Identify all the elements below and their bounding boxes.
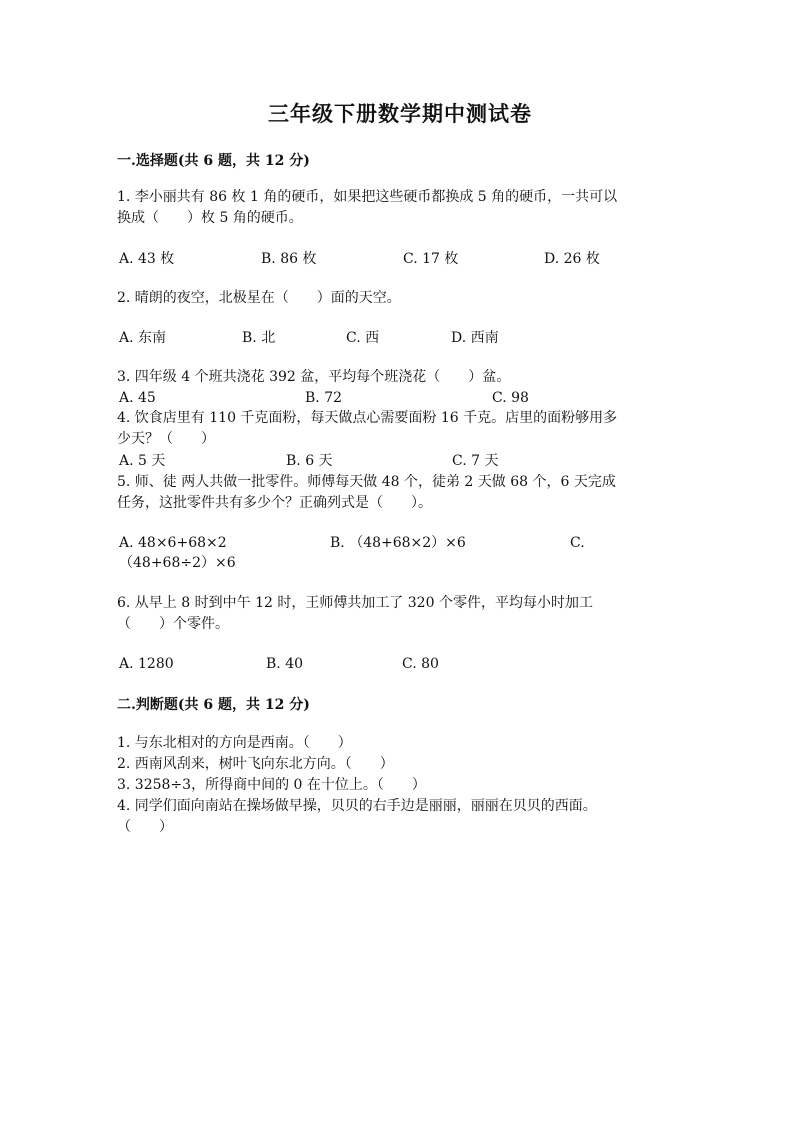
question-3-option-a[interactable]: A. 45 xyxy=(119,390,156,406)
question-4-option-b[interactable]: B. 6 天 xyxy=(286,453,333,469)
question-4-text: 4. 饮食店里有 110 千克面粉，每天做点心需要面粉 16 千克。店里的面粉够用多 xyxy=(117,410,618,426)
question-6-text: 6. 从早上 8 时到中午 12 时，王师傅共加工了 320 个零件，平均每小时加工 xyxy=(117,595,593,611)
question-5-option-c-text: （48+68÷2）×6 xyxy=(119,555,236,571)
judge-item-4: 4. 同学们面向南站在操场做早操，贝贝的右手边是丽丽，丽丽在贝贝的西面。 xyxy=(117,798,597,814)
judge-item-1: 1. 与东北相对的方向是西南。（ ） xyxy=(117,735,352,751)
judge-item-4-cont: （ ） xyxy=(117,819,173,835)
question-2-option-c[interactable]: C. 西 xyxy=(346,330,380,346)
question-1-option-c[interactable]: C. 17 枚 xyxy=(403,251,459,267)
question-1-option-b[interactable]: B. 86 枚 xyxy=(261,251,317,267)
question-5-option-c[interactable]: C. xyxy=(570,535,585,551)
question-3-option-b[interactable]: B. 72 xyxy=(305,390,343,406)
question-1-option-a[interactable]: A. 43 枚 xyxy=(119,251,175,267)
question-3-text: 3. 四年级 4 个班共浇花 392 盆，平均每个班浇花（ ）盆。 xyxy=(117,369,511,385)
page-title: 三年级下册数学期中测试卷 xyxy=(268,101,532,126)
section-heading-true-false: 二.判断题(共 6 题，共 12 分) xyxy=(117,697,310,713)
question-2-option-d[interactable]: D. 西南 xyxy=(451,330,499,346)
judge-item-3: 3. 3258÷3，所得商中间的 0 在十位上。（ ） xyxy=(117,777,426,793)
question-2-option-a[interactable]: A. 东南 xyxy=(119,330,167,346)
question-1-text-cont: 换成（ ）枚 5 角的硬币。 xyxy=(117,210,303,226)
question-2-option-b[interactable]: B. 北 xyxy=(242,330,276,346)
question-3-option-c[interactable]: C. 98 xyxy=(492,390,529,406)
section-heading-multiple-choice: 一.选择题(共 6 题，共 12 分) xyxy=(117,153,310,169)
question-1-option-d[interactable]: D. 26 枚 xyxy=(544,251,600,267)
question-5-option-b[interactable]: B. （48+68×2）×6 xyxy=(330,535,466,551)
question-5-text: 5. 师、徒 两人共做一批零件。师傅每天做 48 个，徒弟 2 天做 68 个，6 天完成 xyxy=(117,474,616,490)
question-4-option-a[interactable]: A. 5 天 xyxy=(119,453,166,469)
judge-item-2: 2. 西南风刮来，树叶飞向东北方向。（ ） xyxy=(117,756,394,772)
question-1-text: 1. 李小丽共有 86 枚 1 角的硬币，如果把这些硬币都换成 5 角的硬币，一共可以 xyxy=(117,189,618,205)
question-4-option-c[interactable]: C. 7 天 xyxy=(452,453,499,469)
question-5-text-cont: 任务，这批零件共有多少个？正确列式是（ ）。 xyxy=(117,495,432,511)
question-6-text-cont: （ ）个零件。 xyxy=(117,616,229,632)
question-2-text: 2. 晴朗的夜空，北极星在（ ）面的天空。 xyxy=(117,290,401,306)
question-4-text-cont: 少天？（ ） xyxy=(117,431,215,447)
question-5-option-a[interactable]: A. 48×6+68×2 xyxy=(119,535,227,551)
question-6-option-b[interactable]: B. 40 xyxy=(266,656,304,672)
question-6-option-a[interactable]: A. 1280 xyxy=(119,656,174,672)
question-6-option-c[interactable]: C. 80 xyxy=(402,656,439,672)
